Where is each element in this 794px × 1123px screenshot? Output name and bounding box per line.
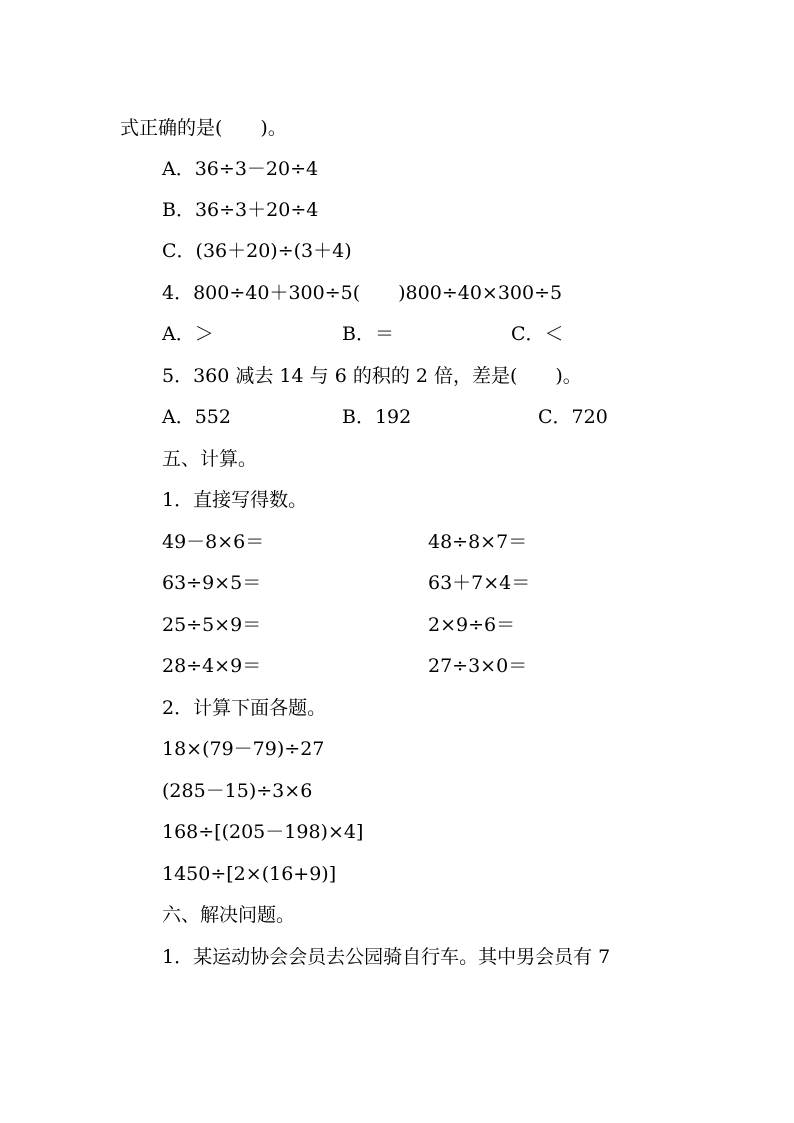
question-4-option-c: C．＜ <box>511 323 564 345</box>
question-4-option-a: A．＞ <box>162 323 214 345</box>
oral-calc-item: 49－8×6＝ <box>162 531 265 553</box>
oral-calc-row <box>0 571 794 595</box>
question-5-option-a: A．552 <box>162 406 231 428</box>
word-problem-1: 1．某运动协会会员去公园骑自行车。其中男会员有 7 <box>162 946 611 968</box>
question-3-option-a: A．36÷3－20÷4 <box>162 158 319 180</box>
oral-calc-item: 25÷5×9＝ <box>162 614 262 636</box>
section-6-heading: 六、解决问题。 <box>162 904 296 926</box>
oral-calc-row <box>0 613 794 637</box>
section-5-heading: 五、计算。 <box>162 448 258 470</box>
question-3-option-c: C．(36＋20)÷(3＋4) <box>162 240 352 262</box>
calc-problem: 1450÷[2×(16+9)] <box>162 863 337 885</box>
question-5-stem: 5．360 减去 14 与 6 的积的 2 倍，差是( )。 <box>162 365 582 387</box>
calc-problem: 168÷[(205－198)×4] <box>162 821 364 843</box>
oral-calc-row <box>0 530 794 554</box>
question-5-options <box>0 405 794 429</box>
section-5-part-1-heading: 1．直接写得数。 <box>162 489 308 511</box>
section-5-part-2-heading: 2．计算下面各题。 <box>162 697 327 719</box>
oral-calc-item: 63＋7×4＝ <box>428 572 531 594</box>
question-4-stem: 4．800÷40＋300÷5( )800÷40×300÷5 <box>162 282 563 304</box>
question-3-stem-continued: 式正确的是( )。 <box>120 117 287 139</box>
oral-calc-row <box>0 654 794 678</box>
calc-problem: 18×(79－79)÷27 <box>162 738 325 760</box>
question-4-options <box>0 322 794 346</box>
oral-calc-item: 48÷8×7＝ <box>428 531 528 553</box>
question-4-option-b: B．＝ <box>342 323 394 345</box>
oral-calc-item: 28÷4×9＝ <box>162 655 262 677</box>
question-5-option-b: B．192 <box>342 406 412 428</box>
question-3-option-b: B．36÷3＋20÷4 <box>162 199 319 221</box>
calc-problem: (285－15)÷3×6 <box>162 780 313 802</box>
oral-calc-item: 2×9÷6＝ <box>428 614 516 636</box>
oral-calc-item: 27÷3×0＝ <box>428 655 528 677</box>
question-5-option-c: C．720 <box>538 406 608 428</box>
oral-calc-item: 63÷9×5＝ <box>162 572 262 594</box>
